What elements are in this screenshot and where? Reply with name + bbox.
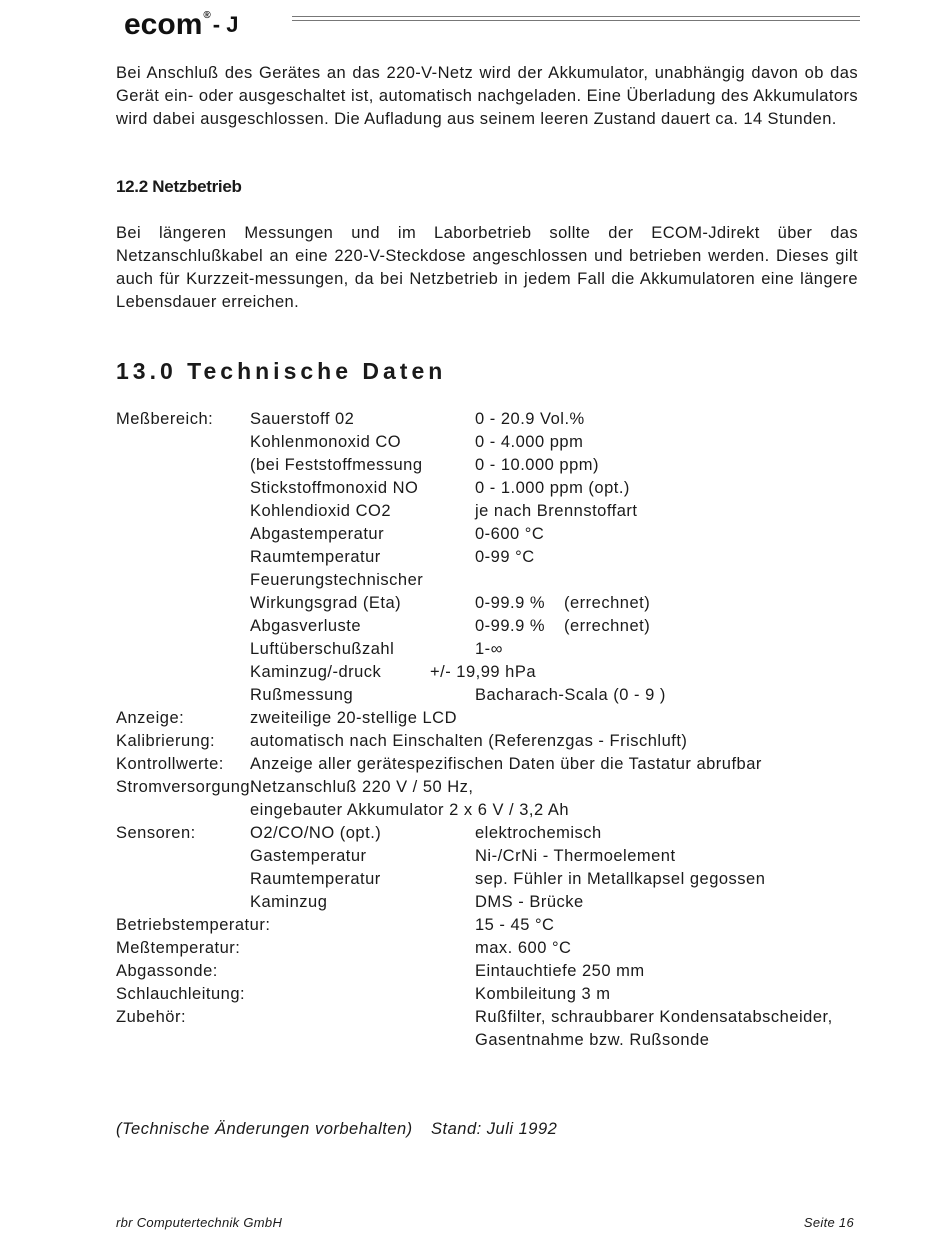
- footnote-disclaimer: (Technische Änderungen vorbehalten): [116, 1120, 413, 1138]
- section-13-heading: 13.0 Technische Daten: [116, 358, 447, 384]
- spec-table: [116, 410, 858, 1060]
- spec-item: Kohlenmonoxid CO: [250, 433, 402, 451]
- intro-paragraph: Bei Anschluß des Gerätes an das 220-V-Netz wird der Akkumulator, unabhängig davon ob das Gerät ein- oder ausgeschaltet ist, automatisch nachgeladen. Eine Überladung des Akkumulators wird dabei ausgeschlossen. Die Aufladung aus seinem leeren Zustand dauert ca. 14 Stunden.: [116, 64, 858, 128]
- spec-value: Eintauchtiefe 250 mm: [475, 962, 645, 980]
- spec-item: Anzeige aller gerätespezifischen Daten über die Tastatur abrufbar: [250, 755, 762, 773]
- spec-value: 0 - 10.000 ppm): [475, 456, 599, 474]
- spec-value: Rußfilter, schraubbarer Kondensatabscheider,: [475, 1008, 833, 1026]
- spec-item: Stickstoffmonoxid NO: [250, 479, 419, 497]
- footer-company: rbr Computertechnik GmbH: [116, 1215, 283, 1230]
- spec-label: Stromversorgung:: [116, 778, 256, 796]
- spec-label: Meßtemperatur:: [116, 939, 241, 957]
- spec-value: 0-99.9 %: [475, 617, 546, 635]
- header-rule: [292, 16, 860, 24]
- spec-value: 0 - 20.9 Vol.%: [475, 410, 585, 428]
- spec-value: 0 - 1.000 ppm (opt.): [475, 479, 630, 497]
- spec-value: max. 600 °C: [475, 939, 572, 957]
- spec-item: Abgastemperatur: [250, 525, 385, 543]
- spec-label: Schlauchleitung:: [116, 985, 246, 1003]
- footnote-date: Stand: Juli 1992: [431, 1120, 558, 1138]
- spec-item: zweiteilige 20-stellige LCD: [250, 709, 458, 727]
- spec-value: Kombileitung 3 m: [475, 985, 611, 1003]
- section-12-2-text: Bei längeren Messungen und im Laborbetrieb sollte der ECOM-Jdirekt über das Netzanschlußkabel an eine 220-V-Steckdose angeschlossen und betrieben werden. Dieses gilt auch für Kurzzeit-messungen, da bei Netzbetrieb in jedem Fall die Akkumulatoren eine längere Lebensdauer erreichen.: [116, 224, 858, 311]
- logo-main: ecom: [124, 8, 203, 41]
- ecom-logo: [124, 8, 238, 42]
- spec-note: (errechnet): [564, 594, 651, 612]
- spec-label: Abgassonde:: [116, 962, 218, 980]
- spec-value: Ni-/CrNi - Thermoelement: [475, 847, 676, 865]
- spec-item: eingebauter Akkumulator 2 x 6 V / 3,2 Ah: [250, 801, 570, 819]
- spec-label: Zubehör:: [116, 1008, 187, 1026]
- spec-value: DMS - Brücke: [475, 893, 584, 911]
- logo-registered-mark: ®: [203, 10, 211, 21]
- spec-value: +/- 19,99 hPa: [430, 663, 537, 681]
- spec-value: Gasentnahme bzw. Rußsonde: [475, 1031, 710, 1049]
- spec-item: Rußmessung: [250, 686, 354, 704]
- spec-label: Sensoren:: [116, 824, 196, 842]
- spec-item: Kaminzug/-druck: [250, 663, 382, 681]
- spec-item: (bei Feststoffmessung: [250, 456, 423, 474]
- spec-item: Raumtemperatur: [250, 870, 381, 888]
- section-12-2-heading: 12.2 Netzbetrieb: [116, 177, 242, 196]
- footer-page-number: Seite 16: [803, 1215, 854, 1230]
- spec-label: Meßbereich:: [116, 410, 214, 428]
- spec-item: Netzanschluß 220 V / 50 Hz,: [250, 778, 474, 796]
- spec-value: je nach Brennstoffart: [475, 502, 638, 520]
- spec-label: Betriebstemperatur:: [116, 916, 271, 934]
- logo-suffix: - J: [212, 12, 239, 37]
- spec-value: 0-99.9 %: [475, 594, 546, 612]
- spec-value: Bacharach-Scala (0 - 9 ): [475, 686, 666, 704]
- spec-item: Sauerstoff 02: [250, 410, 355, 428]
- spec-item: Abgasverluste: [250, 617, 362, 635]
- spec-value: 1-∞: [475, 640, 503, 658]
- spec-item: O2/CO/NO (opt.): [250, 824, 382, 842]
- spec-value: sep. Fühler in Metallkapsel gegossen: [475, 870, 766, 888]
- spec-label: Kalibrierung:: [116, 732, 216, 750]
- spec-item: Raumtemperatur: [250, 548, 381, 566]
- spec-item: Feuerungstechnischer: [250, 571, 424, 589]
- spec-label: Kontrollwerte:: [116, 755, 224, 773]
- spec-note: (errechnet): [564, 617, 651, 635]
- spec-value: elektrochemisch: [475, 824, 602, 842]
- spec-item: Wirkungsgrad (Eta): [250, 594, 402, 612]
- spec-value: 15 - 45 °C: [475, 916, 555, 934]
- spec-label: Anzeige:: [116, 709, 185, 727]
- spec-item: Kaminzug: [250, 893, 328, 911]
- spec-item: Gastemperatur: [250, 847, 367, 865]
- spec-value: 0-99 °C: [475, 548, 535, 566]
- spec-item: automatisch nach Einschalten (Referenzgas - Frischluft): [250, 732, 688, 750]
- spec-item: Kohlendioxid CO2: [250, 502, 391, 520]
- page-header: [124, 8, 860, 42]
- spec-value: 0-600 °C: [475, 525, 545, 543]
- spec-item: Luftüberschußzahl: [250, 640, 395, 658]
- spec-value: 0 - 4.000 ppm: [475, 433, 584, 451]
